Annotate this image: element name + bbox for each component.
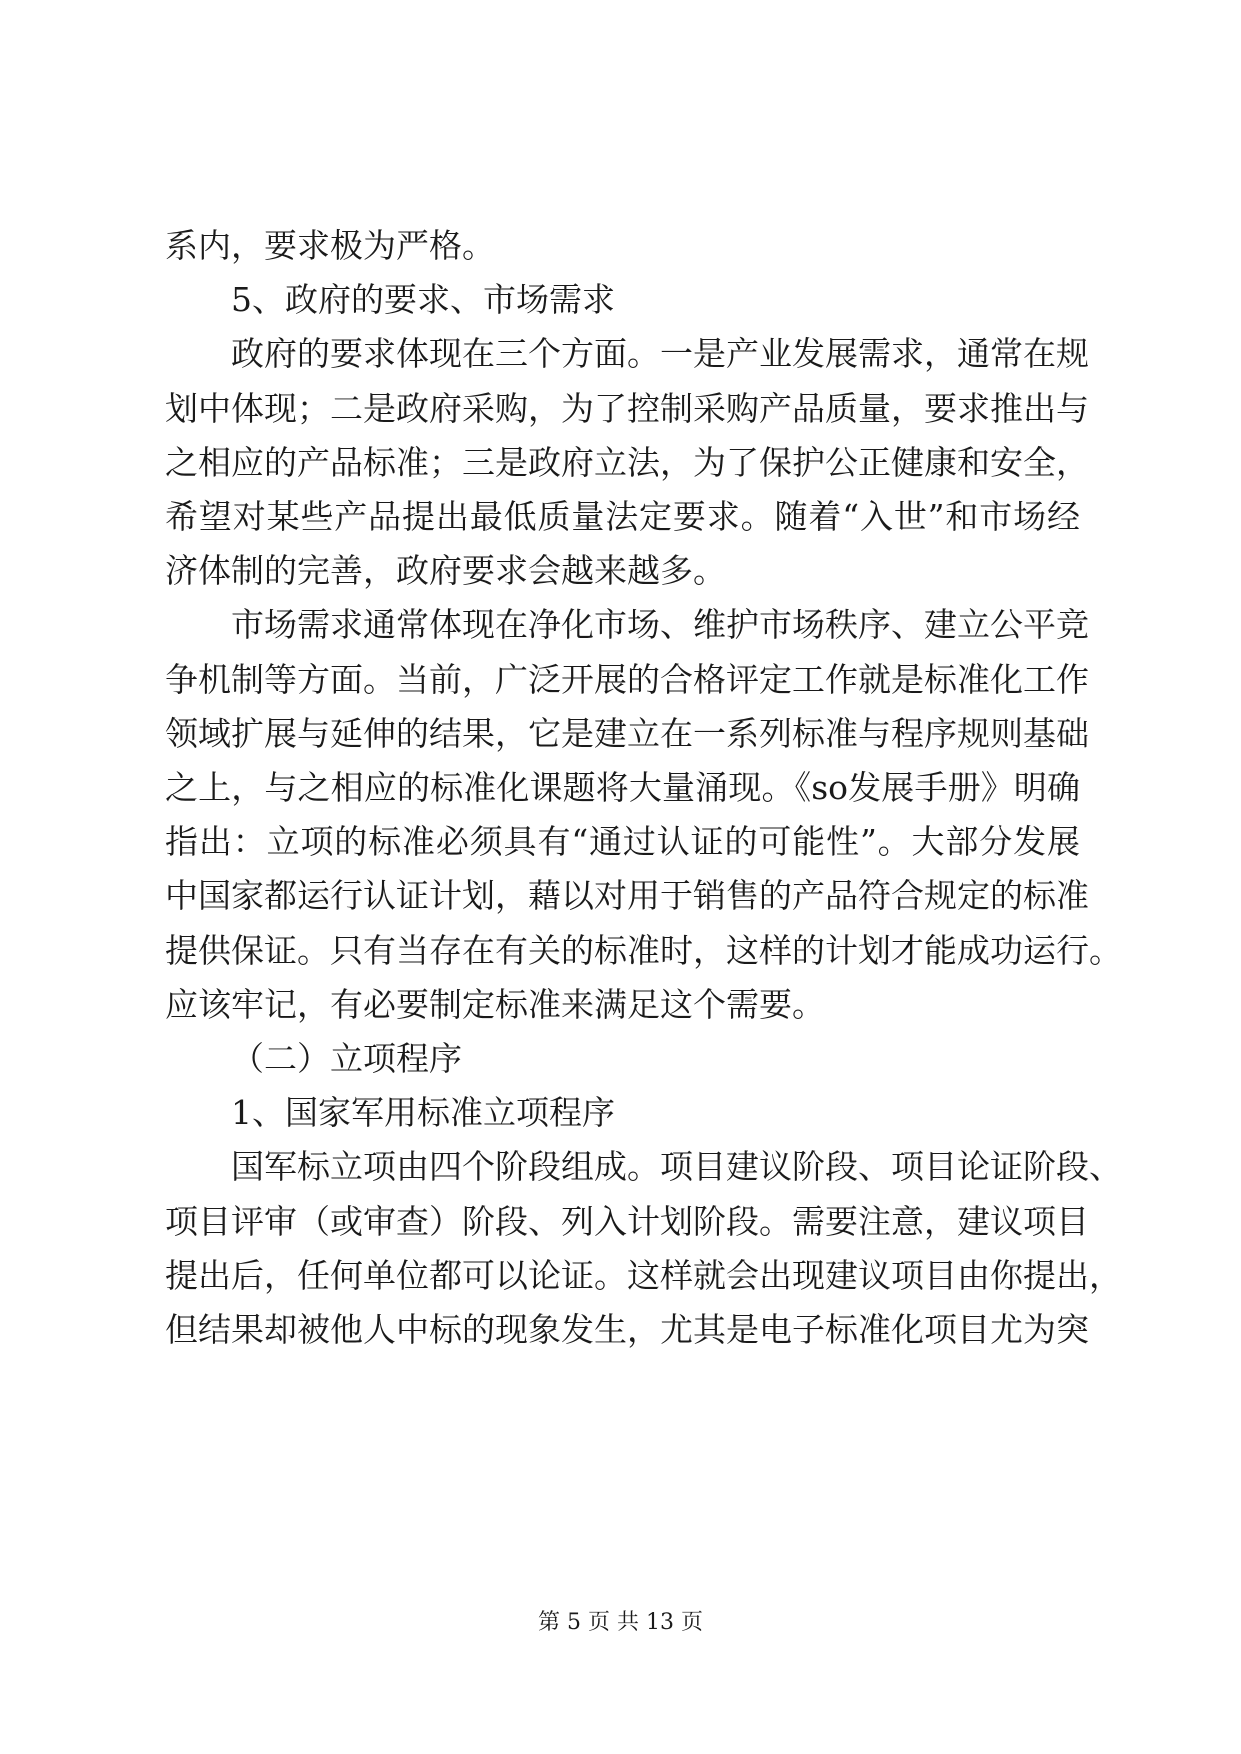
- text-line: 中国家都运行认证计划，藉以对用于销售的产品符合规定的标准: [165, 876, 1089, 916]
- text-line: 政府的要求体现在三个方面。一是产业发展需求，通常在规: [231, 334, 1089, 374]
- text-line: （二）立项程序: [231, 1039, 462, 1078]
- text-line: 提供保证。只有当存在有关的标准时，这样的计划才能成功运行。: [165, 930, 1122, 970]
- page-footer: 第 5 页 共 13 页: [538, 1610, 703, 1635]
- text-line: 国军标立项由四个阶段组成。项目建议阶段、项目论证阶段、: [231, 1147, 1122, 1187]
- text-line: 之上，与之相应的标准化课题将大量涌现。《so发展手册》明确: [165, 768, 1080, 807]
- text-line: 1、国家军用标准立项程序: [231, 1093, 615, 1133]
- text-line: 但结果却被他人中标的现象发生，尤其是电子标准化项目尤为突: [165, 1310, 1089, 1349]
- text-line: 应该牢记，有必要制定标准来满足这个需要。: [165, 984, 825, 1024]
- text-line: 市场需求通常体现在净化市场、维护市场秩序、建立公平竞: [231, 605, 1089, 645]
- text-line: 项目评审（或审查）阶段、列入计划阶段。需要注意，建议项目: [165, 1201, 1089, 1241]
- text-line: 争机制等方面。当前，广泛开展的合格评定工作就是标准化工作: [165, 659, 1089, 699]
- text-line: 5、政府的要求、市场需求: [231, 280, 615, 320]
- text-line: 指出：立项的标准必须具有“通过认证的可能性”。大部分发展: [165, 822, 1080, 862]
- text-line: 提出后，任何单位都可以论证。这样就会出现建议项目由你提出，: [165, 1255, 1122, 1295]
- text-line: 之相应的产品标准；三是政府立法，为了保护公正健康和安全，: [165, 442, 1089, 482]
- text-line: 希望对某些产品提出最低质量法定要求。随着“入世”和市场经: [165, 497, 1080, 536]
- text-line: 系内，要求极为严格。: [165, 226, 495, 265]
- text-line: 济体制的完善，政府要求会越来越多。: [165, 551, 726, 591]
- text-line: 领域扩展与延伸的结果，它是建立在一系列标准与程序规则基础: [165, 713, 1089, 753]
- text-line: 划中体现；二是政府采购，为了控制采购产品质量，要求推出与: [165, 388, 1089, 428]
